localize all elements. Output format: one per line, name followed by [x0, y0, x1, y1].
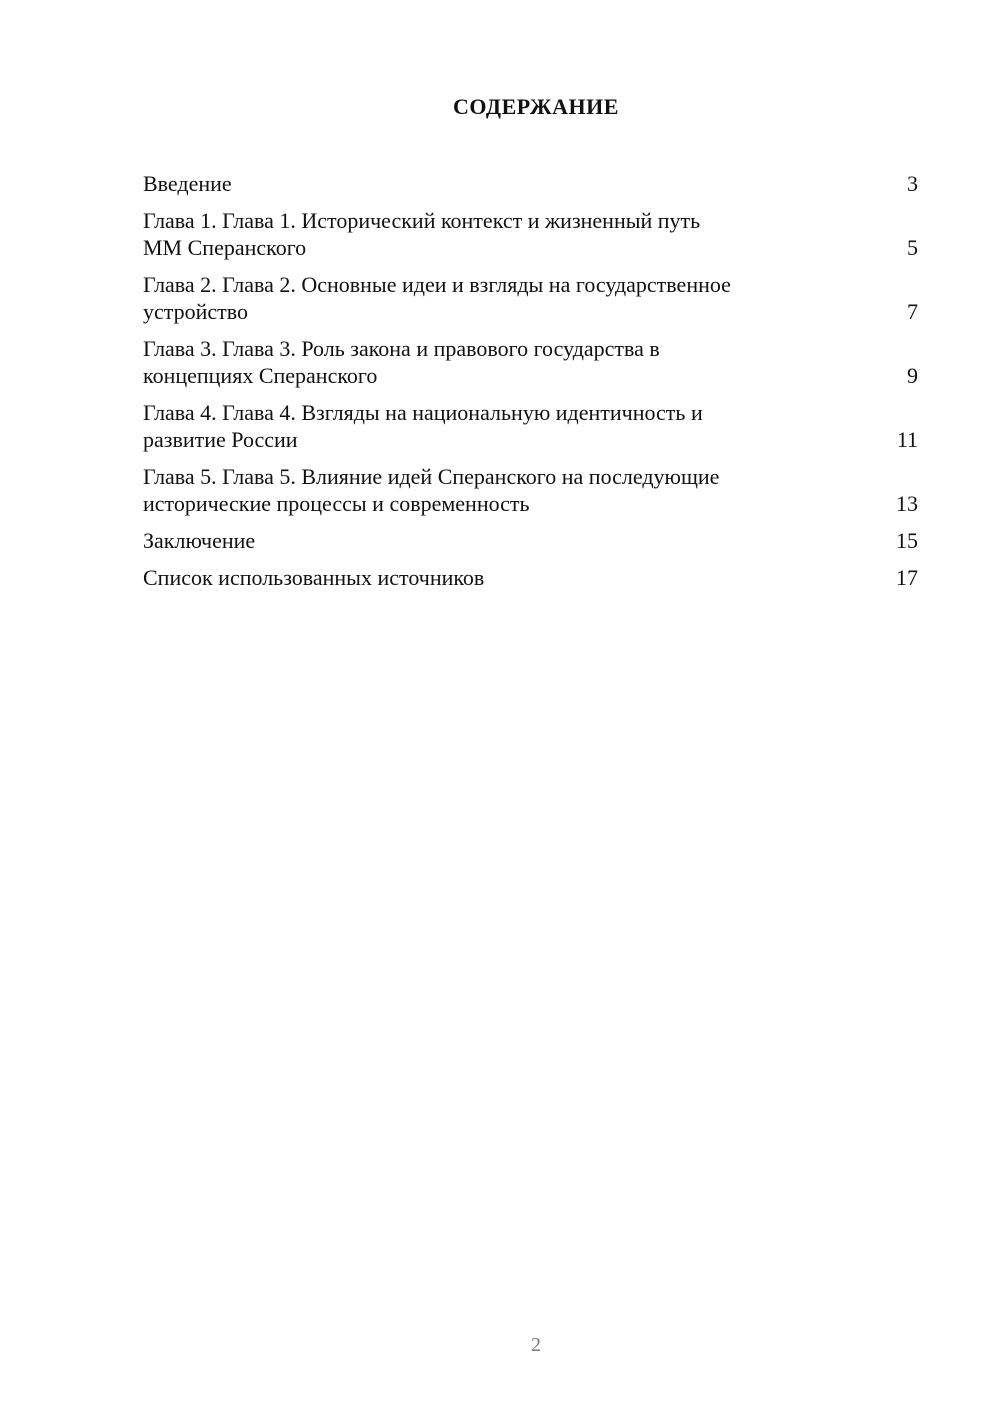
toc-entry-chapter-3[interactable]	[143, 335, 918, 389]
toc-entry-text: Введение	[143, 171, 232, 196]
toc-entry-text: Глава 2. Глава 2. Основные идеи и взгляды на государственное устройство	[143, 272, 731, 324]
page-number: 2	[531, 1334, 541, 1356]
toc-entry-chapter-5[interactable]	[143, 463, 918, 517]
toc-entry-page: 7	[907, 299, 918, 324]
toc-entry-chapter-2[interactable]	[143, 271, 918, 325]
toc-entry-text: Заключение	[143, 528, 256, 553]
toc-entry-page: 13	[896, 491, 918, 516]
toc-entry-page: 3	[907, 171, 918, 196]
table-of-contents	[143, 170, 918, 601]
toc-entry-text: Глава 3. Глава 3. Роль закона и правового государства в концепциях Сперанского	[143, 336, 660, 388]
toc-entry-page: 9	[907, 363, 918, 388]
toc-entry-page: 11	[896, 427, 918, 452]
toc-entry-page: 15	[896, 528, 918, 553]
toc-entry-text: Глава 4. Глава 4. Взгляды на национальную идентичность и развитие России	[143, 400, 703, 452]
toc-entry-introduction[interactable]	[143, 170, 918, 197]
toc-entry-references[interactable]	[143, 564, 918, 591]
toc-entry-text: Глава 1. Глава 1. Исторический контекст и жизненный путь ММ Сперанского	[143, 208, 701, 260]
toc-entry-chapter-4[interactable]	[143, 399, 918, 453]
toc-entry-text: Глава 5. Глава 5. Влияние идей Сперанского на последующие исторические процессы и современность	[143, 464, 720, 516]
toc-entry-text: Список использованных источников	[143, 565, 485, 590]
toc-title: СОДЕРЖАНИЕ	[453, 94, 619, 119]
toc-entry-chapter-1[interactable]	[143, 207, 918, 261]
toc-entry-page: 17	[896, 565, 918, 590]
toc-entry-conclusion[interactable]	[143, 527, 918, 554]
toc-entry-page: 5	[907, 235, 918, 260]
